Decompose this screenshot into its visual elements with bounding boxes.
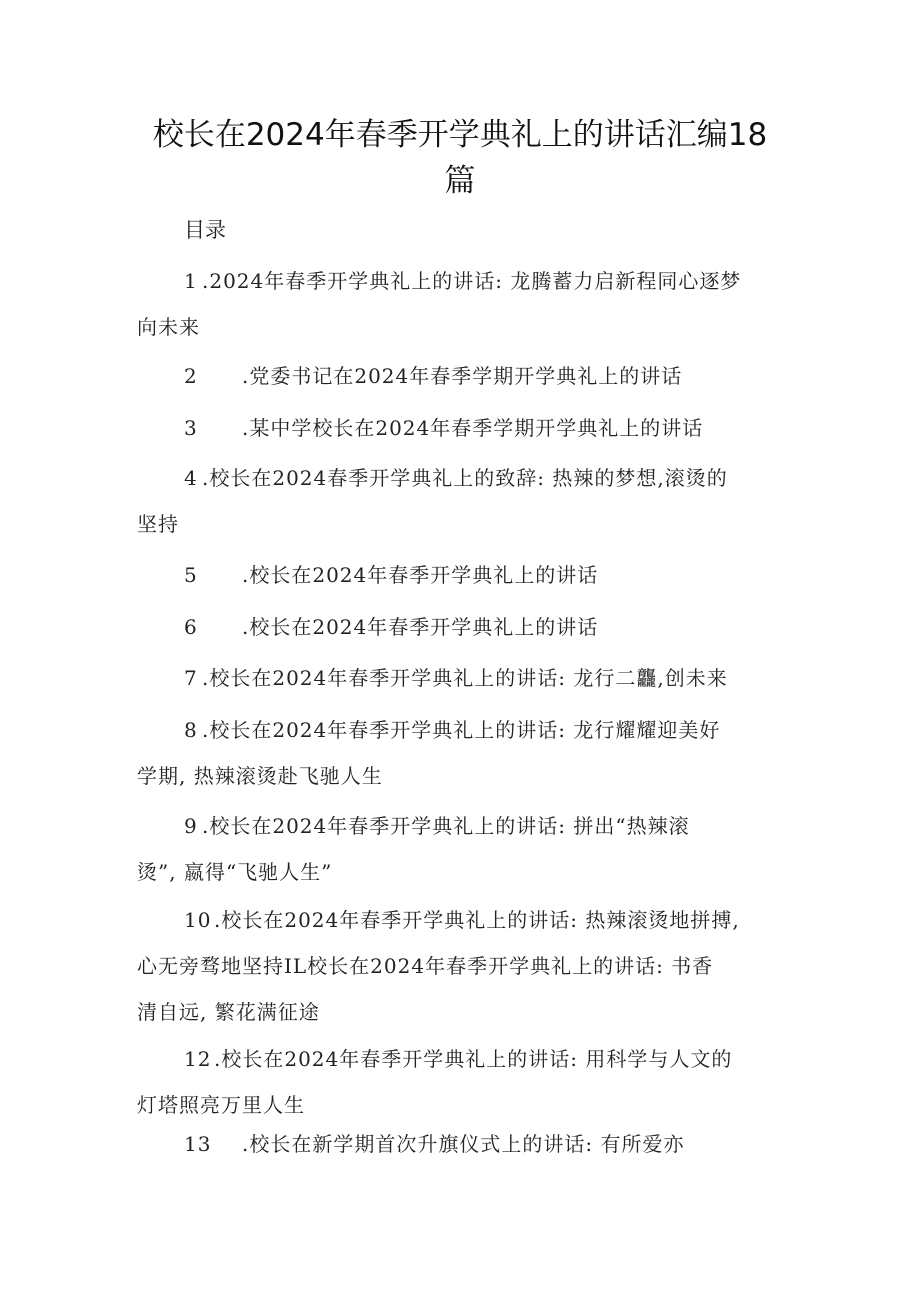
title-line-2: 篇	[444, 163, 476, 199]
entry-continuation: 学期, 热辣滚烫赴飞驰人生	[137, 764, 383, 788]
entry-text: .某中学校长在2024年春季学期开学典礼上的讲话	[242, 416, 704, 440]
entry-text: .校长在2024年春季开学典礼上的讲话: 拼出“热辣滚	[202, 814, 690, 838]
toc-entry-1	[137, 258, 797, 350]
toc-entry-8	[137, 707, 797, 799]
toc-entry-10	[137, 897, 797, 1035]
toc-entry-9	[137, 803, 797, 895]
title-line-1: 校长在2024年春季开学典礼上的讲话汇编18	[152, 117, 768, 153]
entry-number: 10	[184, 908, 212, 932]
entry-text: .校长在新学期首次升旗仪式上的讲话: 有所爱亦	[242, 1132, 685, 1156]
entry-continuation: 坚持	[137, 512, 179, 536]
entry-number: 2	[184, 364, 198, 388]
entry-continuation: 心无旁骛地坚持IL校长在2024年春季开学典礼上的讲话: 书香	[137, 954, 714, 978]
toc-entry-2	[137, 353, 797, 399]
entry-text: .校长在2024年春季开学典礼上的讲话: 龙行二龘,创未来	[202, 666, 728, 690]
entry-text: .校长在2024春季开学典礼上的致辞: 热辣的梦想,滚烫的	[202, 466, 728, 490]
entry-number: 12	[184, 1047, 212, 1071]
toc-entry-4	[137, 455, 797, 547]
entry-text: .2024年春季开学典礼上的讲话: 龙腾蓄力启新程同心逐梦	[202, 269, 742, 293]
entry-text: .校长在2024年春季开学典礼上的讲话: 用科学与人文的	[214, 1047, 733, 1071]
entry-text: .校长在2024年春季开学典礼上的讲话	[242, 615, 599, 639]
entry-number: 1	[184, 269, 198, 293]
document-title	[140, 112, 780, 204]
entry-text: .校长在2024年春季开学典礼上的讲话: 龙行耀耀迎美好	[202, 718, 721, 742]
toc-entry-5	[137, 552, 797, 598]
entry-continuation-2: 清自远, 繁花满征途	[137, 1000, 320, 1024]
entry-continuation: 烫”, 嬴得“飞驰人生”	[137, 860, 333, 884]
entry-number: 9	[184, 814, 198, 838]
entry-number: 4	[184, 466, 198, 490]
toc-entry-7	[137, 655, 797, 701]
entry-number: 13	[184, 1132, 212, 1156]
toc-entry-13	[137, 1121, 797, 1167]
entry-text: .校长在2024年春季开学典礼上的讲话	[242, 563, 599, 587]
entry-number: 6	[184, 615, 198, 639]
entry-number: 5	[184, 563, 198, 587]
entry-continuation: 向未来	[137, 315, 200, 339]
entry-text: .党委书记在2024年春季学期开学典礼上的讲话	[242, 364, 683, 388]
toc-entry-3	[137, 405, 797, 451]
entry-continuation: 灯塔照亮万里人生	[137, 1093, 305, 1117]
entry-number: 3	[184, 416, 198, 440]
entry-number: 7	[184, 666, 198, 690]
toc-heading: 目录	[184, 218, 226, 242]
entry-text: .校长在2024年春季开学典礼上的讲话: 热辣滚烫地拼搏,	[214, 908, 740, 932]
toc-entry-6	[137, 604, 797, 650]
entry-number: 8	[184, 718, 198, 742]
toc-entry-12	[137, 1036, 797, 1128]
